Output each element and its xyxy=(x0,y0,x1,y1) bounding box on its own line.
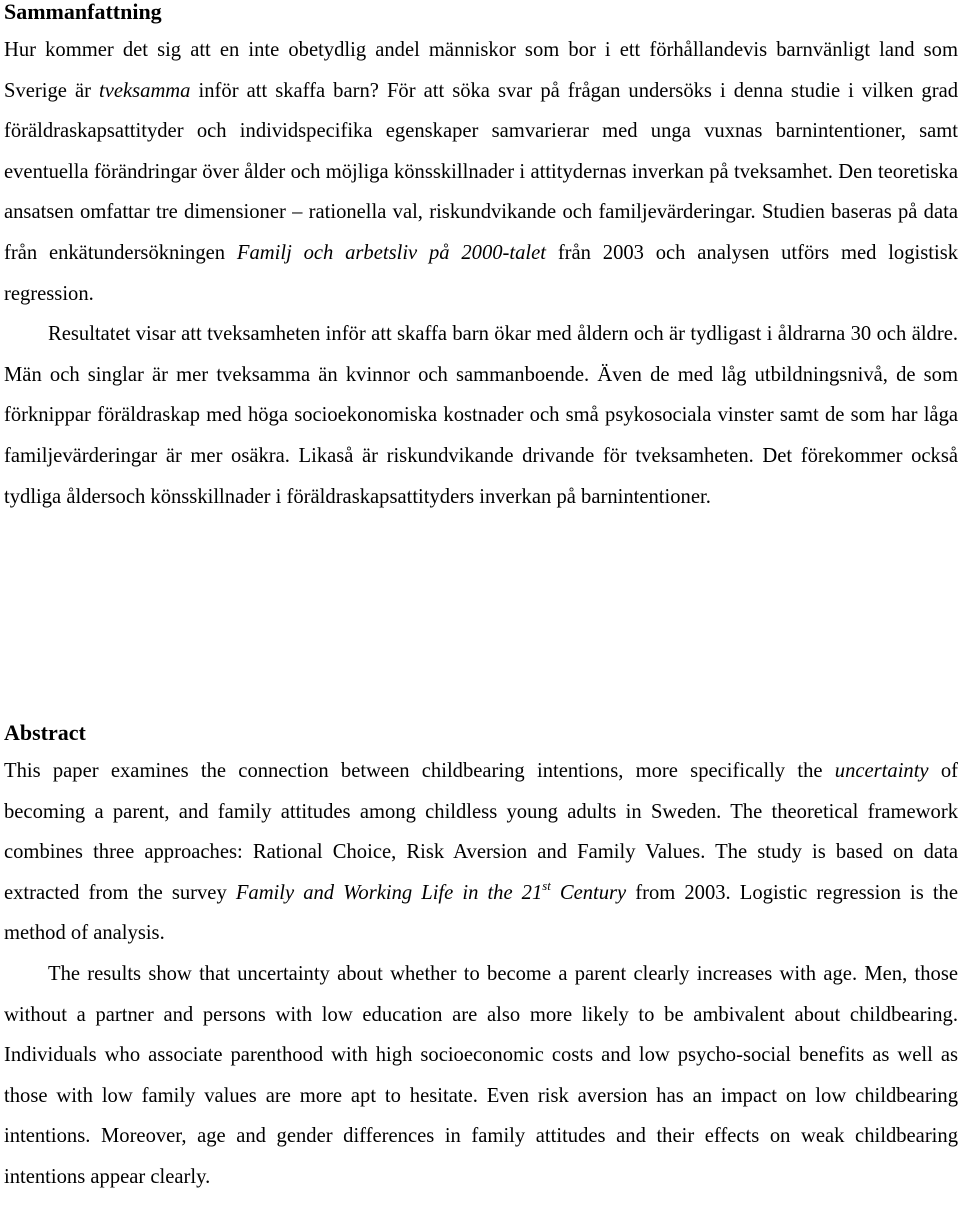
abstract-p1-emphasis-1: uncertainty xyxy=(834,760,929,782)
summary-p1-text-2: inför att skaffa barn? För att söka svar på frågan undersöks i denna studie i vilken grad föräldraskapsattityder och individspecifika egenskaper samvarierar med unga vuxnas barnintentioner, samt eventuella förändringar över ålder och möjliga könsskillnader i attitydernas inverkan på tveksamhet. Den teoretiska ansatsen omfattar tre dimensioner – rationella val, riskundvikande och familjevärderingar. Studien baseras på data från enkätundersökningen xyxy=(4,79,959,264)
summary-paragraph-2: Resultatet visar att tveksamheten inför att skaffa barn ökar med åldern och är tydligast i åldrarna 30 och äldre. Män och singlar är mer tveksamma än kvinnor och sammanboende. Även de med låg utbildningsnivå, de som förknippar föräldraskap med höga socioekonomiska kostnader och små psykosociala vinster samt de som har låga familjevärderingar är mer osäkra. Likaså är riskundvikande drivande för tveksamheten. Det förekommer också tydliga åldersoch könsskillnader i föräldraskapsattityders inverkan på barnintentioner. xyxy=(4,323,958,508)
summary-p1-survey-title: Familj och arbetsliv på 2000-talet xyxy=(236,241,547,264)
abstract-paragraph-2: The results show that uncertainty about whether to become a parent clearly increases with age. Men, those without a partner and persons with low education are also more likely to be ambivalent about childbearing. Individuals who associate parenthood with high socioeconomic costs and low psycho-social benefits as well as those with low family values are more apt to hesitate. Even risk aversion has an impact on low childbearing intentions. Moreover, age and gender differences in family attitudes and their effects on weak childbearing intentions appear clearly. xyxy=(4,962,958,1188)
abstract-p1-survey-title-sup: st xyxy=(542,878,551,893)
summary-paragraph-1 xyxy=(4,30,958,314)
abstract-heading: Abstract xyxy=(4,720,86,745)
abstract-p1-survey-title-b: Century xyxy=(550,881,627,904)
abstract-p1-text-1: This paper examines the connection between childbearing intentions, more specifically the xyxy=(4,760,835,782)
summary-p1-emphasis-1: tveksamma xyxy=(98,79,191,102)
summary-p1-text-1: Hur kommer det sig att en inte obetydlig andel människor som bor i ett förhållandevis barnvänligt land som Sverige är xyxy=(4,39,958,102)
summary-heading: Sammanfattning xyxy=(4,0,162,24)
abstract-p1-text-3: from 2003. Logistic regression is the method of analysis. xyxy=(4,881,958,945)
summary-p1-text-3: från 2003 och analysen utförs med logistisk regression. xyxy=(4,241,959,305)
abstract-paragraph-1 xyxy=(4,751,958,954)
english-abstract-section xyxy=(4,715,958,1198)
swedish-summary-section xyxy=(4,0,958,517)
abstract-p1-text-2: of becoming a parent, and family attitudes among childless young adults in Sweden. The theoretical framework combines three approaches: Rational Choice, Risk Aversion and Family Values. The study is based on data extracted from the survey xyxy=(4,760,958,904)
abstract-p1-survey-title-a: Family and Working Life in the 21 xyxy=(235,881,543,904)
